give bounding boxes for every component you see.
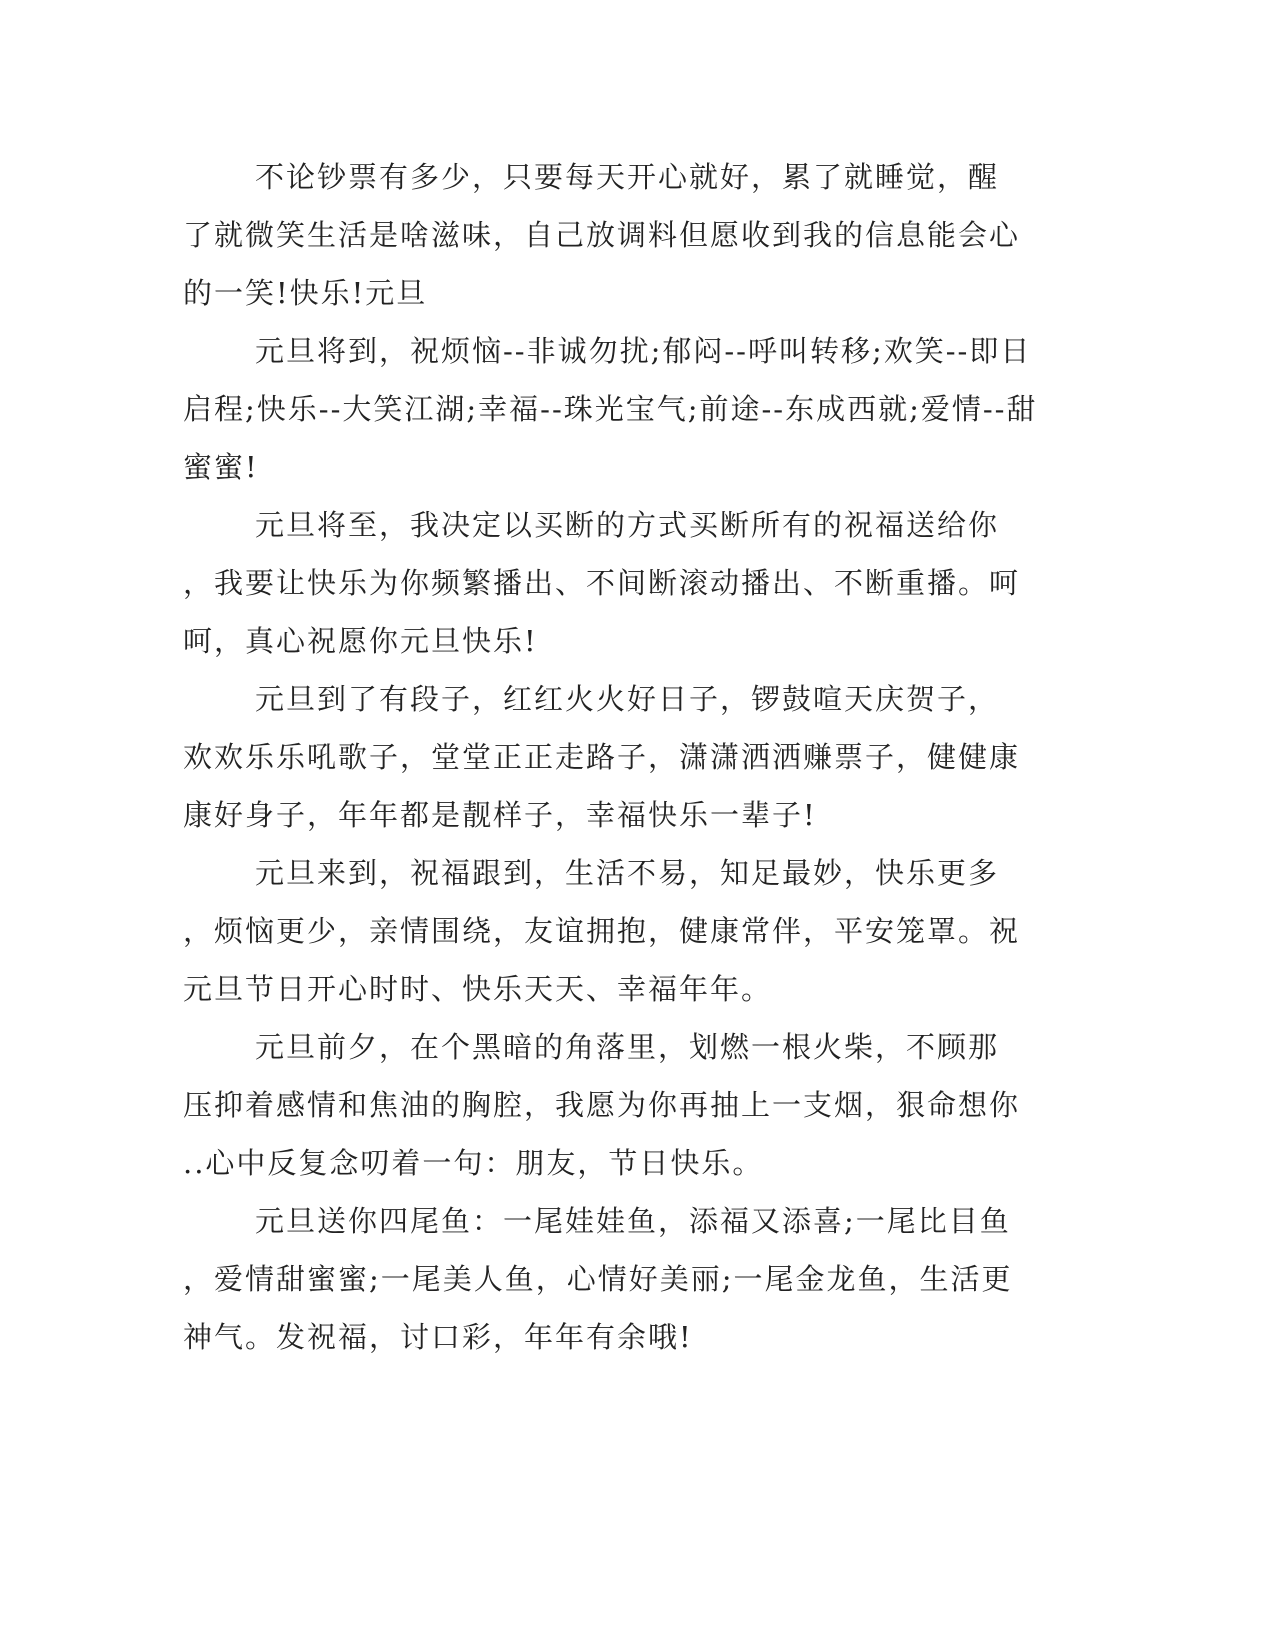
paragraph (183, 496, 1053, 670)
text-line: 神气。发祝福，讨口彩，年年有余哦! (183, 1320, 693, 1354)
document-body (183, 148, 1053, 1366)
text-line: 了就微笑生活是啥滋味，自己放调料但愿收到我的信息能会心 (183, 218, 1021, 252)
text-line: 元旦将到，祝烦恼--非诚勿扰;郁闷--呼叫转移;欢笑--即日 (255, 334, 1032, 368)
text-line: 元旦来到，祝福跟到，生活不易，知足最妙，快乐更多 (255, 856, 1000, 890)
text-line: ..心中反复念叨着一句：朋友，节日快乐。 (183, 1146, 764, 1180)
paragraph (183, 148, 1053, 322)
text-line: 元旦节日开心时时、快乐天天、幸福年年。 (183, 972, 773, 1006)
text-line: 不论钞票有多少，只要每天开心就好，累了就睡觉，醒 (255, 160, 1000, 194)
paragraph (183, 1018, 1053, 1192)
text-line: 欢欢乐乐吼歌子，堂堂正正走路子，潇潇洒洒赚票子，健健康 (183, 740, 1021, 774)
text-line: ，烦恼更少，亲情围绕，友谊拥抱，健康常伴，平安笼罩。祝 (183, 914, 1021, 948)
text-line: 的一笑!快乐!元旦 (183, 276, 428, 310)
text-line: ，我要让快乐为你频繁播出、不间断滚动播出、不断重播。呵 (183, 566, 1021, 600)
text-line: 元旦前夕，在个黑暗的角落里，划燃一根火柴，不顾那 (255, 1030, 1000, 1064)
text-line: 呵，真心祝愿你元旦快乐! (183, 624, 538, 658)
text-line: 启程;快乐--大笑江湖;幸福--珠光宝气;前途--东成西就;爱情--甜 (183, 392, 1038, 426)
paragraph (183, 844, 1053, 1018)
text-line: 元旦到了有段子，红红火火好日子，锣鼓喧天庆贺子， (255, 682, 1000, 716)
text-line: 元旦将至，我决定以买断的方式买断所有的祝福送给你 (255, 508, 1000, 542)
text-line: 康好身子，年年都是靓样子，幸福快乐一辈子! (183, 798, 817, 832)
text-line: ，爱情甜蜜蜜;一尾美人鱼，心情好美丽;一尾金龙鱼，生活更 (183, 1262, 1013, 1296)
text-line: 蜜蜜! (183, 450, 259, 484)
paragraph (183, 670, 1053, 844)
paragraph (183, 1192, 1053, 1366)
paragraph (183, 322, 1053, 496)
text-line: 压抑着感情和焦油的胸腔，我愿为你再抽上一支烟，狠命想你 (183, 1088, 1021, 1122)
text-line: 元旦送你四尾鱼：一尾娃娃鱼，添福又添喜;一尾比目鱼 (255, 1204, 1011, 1238)
